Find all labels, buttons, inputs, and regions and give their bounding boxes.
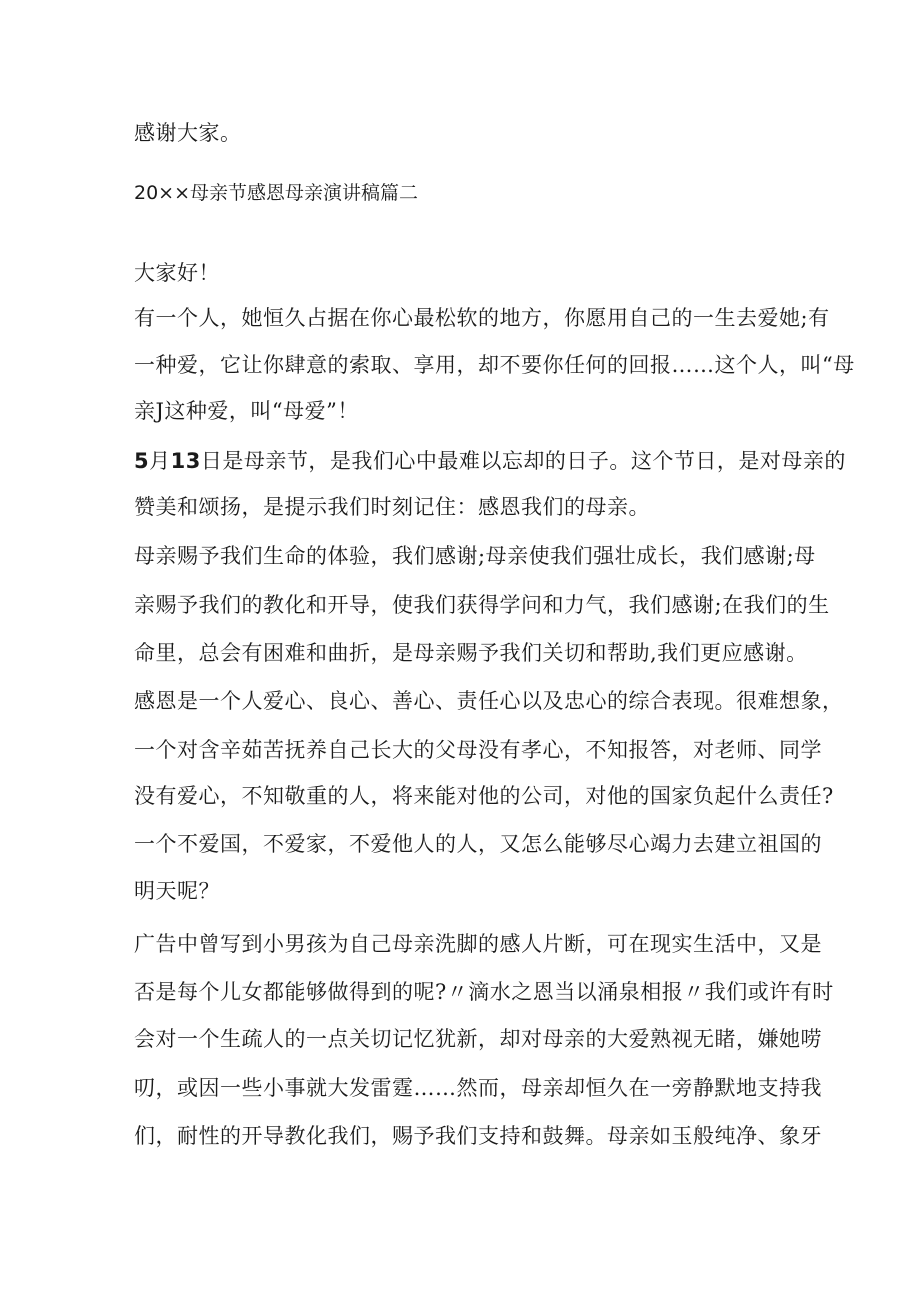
date-month-number: 5 <box>134 449 150 473</box>
paragraph-4-line-4: 一个不爱国，不爱家，不爱他人的人，又怎么能够尽心竭力去建立祖国的 <box>134 832 822 856</box>
paragraph-5-line-2: 否是每个儿女都能够做得到的呢?〃滴水之恩当以涌泉相报〃我们或许有时 <box>134 980 834 1004</box>
closing-line: 感谢大家。 <box>134 121 242 145</box>
date-day-number: 13 <box>170 449 201 473</box>
paragraph-4-line-3: 没有爱心，不知敬重的人，将来能对他的公司，对他的国家负起什么责任? <box>134 784 834 808</box>
paragraph-3-line-1: 母亲赐予我们生命的体验，我们感谢;母亲使我们强壮成长，我们感谢;母 <box>134 544 816 568</box>
paragraph-1-line-2: 一种爱，它让你肆意的索取、享用，却不要你任何的回报……这个人，叫“母 <box>134 353 855 377</box>
paragraph-2-line-1 <box>134 446 846 476</box>
paragraph-5-line-4: 叨，或因一些小事就大发雷霆……然而，母亲却恒久在一旁静默地支持我 <box>134 1076 822 1100</box>
paragraph-5-line-5: 们，耐性的开导教化我们，赐予我们支持和鼓舞。母亲如玉般纯净、象牙 <box>134 1124 822 1148</box>
greeting-line: 大家好！ <box>134 261 220 285</box>
date-month-unit: 月 <box>149 449 171 473</box>
section-heading: 20××母亲节感恩母亲演讲稿篇二 <box>134 182 419 204</box>
paragraph-4-line-2: 一个对含辛茹苦抚养自己长大的父母没有孝心，不知报答，对老师、同学 <box>134 738 822 762</box>
paragraph-5-line-1: 广告中曾写到小男孩为自己母亲洗脚的感人片断，可在现实生活中，又是 <box>134 932 822 956</box>
paragraph-3-line-2: 亲赐予我们的教化和开导，使我们获得学问和力气，我们感谢;在我们的生 <box>134 593 830 617</box>
paragraph-1-line-1: 有一个人，她恒久占据在你心最松软的地方，你愿用自己的一生去爱她;有 <box>134 306 830 330</box>
paragraph-3-line-3: 命里，总会有困难和曲折，是母亲赐予我们关切和帮助,我们更应感谢。 <box>134 641 808 665</box>
paragraph-2-line-1-text: 日是母亲节，是我们心中最难以忘却的日子。这个节日，是对母亲的 <box>200 449 846 473</box>
paragraph-4-line-1: 感恩是一个人爱心、良心、善心、责任心以及忠心的综合表现。很难想象， <box>134 689 844 713</box>
paragraph-1-line-3: 亲J这种爱，叫“母爱”！ <box>134 399 359 423</box>
paragraph-4-line-5: 明天呢？ <box>134 879 220 903</box>
paragraph-2-line-2: 赞美和颂扬，是提示我们时刻记住：感恩我们的母亲。 <box>134 495 650 519</box>
paragraph-5-line-3: 会对一个生疏人的一点关切记忆犹新，却对母亲的大爱熟视无睹，嫌她唠 <box>134 1027 822 1051</box>
